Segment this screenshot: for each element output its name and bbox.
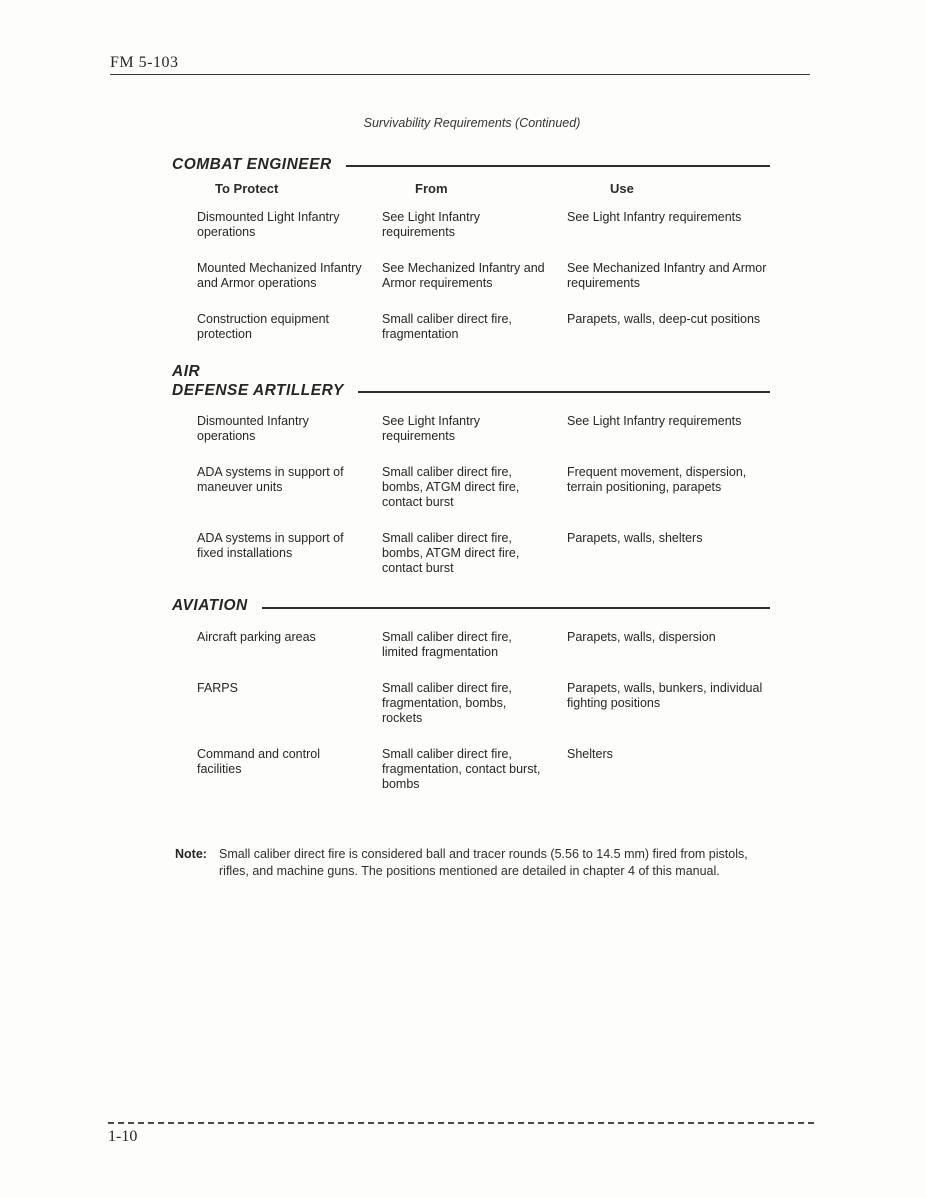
table-row xyxy=(197,465,770,510)
cell-use: Parapets, walls, bunkers, individual fighting positions xyxy=(567,680,763,710)
cell-from: See Mechanized Infantry and Armor requirements xyxy=(382,261,545,291)
cell-from: Small caliber direct fire, fragmentation xyxy=(382,312,512,342)
cell-to-protect: ADA systems in support of fixed installations xyxy=(197,531,344,561)
cell-use: Parapets, walls, dispersion xyxy=(567,629,716,644)
cell-from: See Light Infantry requirements xyxy=(382,210,480,240)
section-gap xyxy=(172,404,770,414)
section-title-line2: DEFENSE ARTILLERY xyxy=(172,381,344,399)
section-title-line1: AIR xyxy=(172,363,201,381)
section-heading-defense-artillery xyxy=(172,382,770,401)
column-header-use: Use xyxy=(610,180,634,196)
table-row xyxy=(197,681,770,726)
cell-from: Small caliber direct fire, bombs, ATGM direct fire, contact burst xyxy=(382,531,520,576)
section-rule xyxy=(358,391,770,393)
cell-use: Parapets, walls, shelters xyxy=(567,531,703,546)
table-row xyxy=(197,747,770,792)
cell-from: Small caliber direct fire, limited fragmentation xyxy=(382,629,512,659)
section-title: COMBAT ENGINEER xyxy=(172,156,332,173)
column-header-to-protect: To Protect xyxy=(215,180,279,196)
section-rule xyxy=(262,607,770,609)
header-rule xyxy=(110,74,810,75)
table-row xyxy=(197,531,770,576)
footnote-text: Small caliber direct fire is considered ball and tracer rounds (5.56 to 14.5 mm) fired from pistols, rifles, and machine guns. The positions mentioned are detailed in chapter 4 of this manual. xyxy=(219,847,748,878)
document-header: FM 5-103 xyxy=(110,54,179,71)
footnote xyxy=(175,846,775,880)
cell-to-protect: Aircraft parking areas xyxy=(197,629,316,644)
cell-to-protect: Command and control facilities xyxy=(197,746,320,776)
cell-use: Parapets, walls, deep-cut positions xyxy=(567,312,761,327)
cell-to-protect: Dismounted Infantry operations xyxy=(197,414,309,444)
table-row xyxy=(197,261,770,291)
section-heading-air xyxy=(172,363,770,382)
section-heading-aviation xyxy=(172,597,770,616)
cell-from: See Light Infantry requirements xyxy=(382,414,480,444)
footnote-label: Note: xyxy=(175,847,207,861)
cell-use: See Light Infantry requirements xyxy=(567,414,742,429)
section-heading-combat-engineer xyxy=(172,156,770,175)
cell-from: Small caliber direct fire, fragmentation, contact burst, bombs xyxy=(382,746,541,791)
table-row xyxy=(197,210,770,240)
page-number: 1-10 xyxy=(108,1128,138,1145)
column-headers xyxy=(197,181,770,197)
cell-use: See Light Infantry requirements xyxy=(567,210,742,225)
section-rule xyxy=(346,165,770,167)
cell-to-protect: Mounted Mechanized Infantry and Armor operations xyxy=(197,261,362,291)
table-row xyxy=(197,630,770,660)
cell-use: Shelters xyxy=(567,746,613,761)
cell-from: Small caliber direct fire, bombs, ATGM direct fire, contact burst xyxy=(382,465,520,510)
cell-to-protect: FARPS xyxy=(197,680,238,695)
table-title: Survivability Requirements (Continued) xyxy=(363,116,581,130)
cell-to-protect: Dismounted Light Infantry operations xyxy=(197,210,340,240)
column-header-from: From xyxy=(415,180,448,196)
footer-rule xyxy=(108,1122,814,1124)
cell-use: Frequent movement, dispersion, terrain positioning, parapets xyxy=(567,465,747,495)
cell-use: See Mechanized Infantry and Armor requirements xyxy=(567,261,767,291)
section-gap xyxy=(172,620,770,630)
section-title: AVIATION xyxy=(172,597,248,615)
cell-to-protect: ADA systems in support of maneuver units xyxy=(197,465,344,495)
survivability-table xyxy=(172,156,770,813)
cell-from: Small caliber direct fire, fragmentation, bombs, rockets xyxy=(382,680,512,725)
table-row xyxy=(197,414,770,444)
cell-to-protect: Construction equipment protection xyxy=(197,312,330,342)
table-row xyxy=(197,312,770,342)
